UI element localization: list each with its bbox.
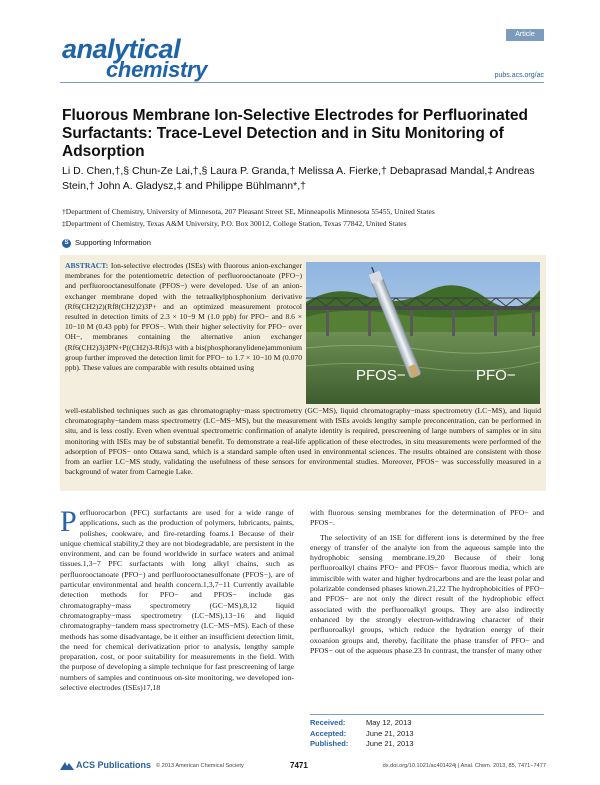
journal-logo-line2: chemistry [106,57,208,82]
date-label: Published: [310,739,349,748]
page-number: 7471 [290,761,308,770]
affiliation-1: †Department of Chemistry, University of Minnesota, 207 Pleasant Street SE, Minneapolis Minnesota 55455, United States [62,207,435,216]
body-paragraph: with fluorous sensing membranes for the determination of PFO− and PFOS−. [310,508,544,528]
abstract-text-bottom: well-established techniques such as gas chromatography−mass spectrometry (GC−MS), liquid chromatography−mass spectrometry (LC−MS), and liquid chromatography−tandem mass spectrometry (LC−MS−MS), but the measurement with ISEs avoids lengthy sample preconcentration, can be performed in situ, and is less costly. Even when eventual spectrometric confirmation of analyte identity is required, prescreening of large numbers of samples or in situ monitoring with ISEs may be of substantial benefit. To demonstrate a real-life application of these electrodes, in situ measurements were performed of the adsorption of PFOS− onto Ottawa sand, which is a standard sample often used in environmental sciences. The results obtained are consistent with those from an earlier LC−MS study, validating the usefulness of these sensors for environmental studies. Moreover, PFOS− was successfully measured in a background of water from Carnegie Lake. [65,406,541,477]
date-label: Received: [310,718,346,727]
acs-logo-icon [60,761,74,771]
publisher-name: ACS Publications [76,760,152,770]
header-divider [60,82,544,83]
toc-graphic [306,262,540,404]
body-paragraph [60,505,294,693]
abstract-label: ABSTRACT: [65,261,109,270]
date-value: June 21, 2013 [366,728,414,738]
date-accepted [310,729,544,740]
author-list: Li D. Chen,†,§ Chun-Ze Lai,†,§ Laura P. Granda,† Melissa A. Fierke,† Debaprasad Mandal,‡ Andreas Stein,† John A. Gladysz,‡ and Philippe Bühlmann*,† [62,165,535,192]
article-title: Fluorous Membrane Ion-Selective Electrodes for Perfluorinated Surfactants: Trace-Level Detection and in Situ Monitoring of Adsorption [62,107,528,160]
toc-label-left: PFOS− [356,367,406,384]
date-published [310,739,544,750]
drop-cap: P [60,505,77,538]
abstract-part1: Ion-selective electrodes (ISEs) with fluorous anion-exchanger membranes for the potentiometric detection of perfluorooctanoate (PFO−) and perfluorooctanesulfonate (PFOS−) were developed. Use of an anion-exchanger membrane doped with the tetraalkylphosphonium derivative (Rf6(CH2)2)(Rf8(CH2)2)3P+ and an optimized measurement protocol resulted in detection limits of 2.3 × 10−9 M (1.0 ppb) for PFO− and 8.6 × 10−10 M (0.43 ppb) for PFOS−. With their higher selectivity for PFO− over OH−, membranes containing the alternative anion exchanger (Rf6(CH2)3)3PN+P((CH2)3-Rf6)3 with a bis(phosphoranylidene)ammonium group further improved the detection limit for PFO− to 1.7 × 10−10 M (0.070 ppb). These values are comparable with results obtained using [65,261,302,373]
journal-url-link[interactable]: pubs.acs.org/ac [494,72,544,79]
date-value: June 21, 2013 [366,739,414,748]
body-paragraph: The selectivity of an ISE for different ions is determined by the free energy of transfer of the analyte ion from the aqueous sample into the hydrophobic sensing membrane.19,20 Because of their long perfluoroalkyl chains PFO− and PFOS− favor fluorous media, which are immiscible with water and higher hydrocarbons and are the least polar and polarizable condensed phases known.21,22 The hydrophobicities of PFO− and PFOS− are not only the direct result of the hydrophobic effect associated with the perfluoroalkyl groups. They are also indirectly enhanced by the strongly electron-withdrawing character of their perfluoroalkyl groups, which reduce the hydration energy of their oxoanion groups and, thereby, facilitate the phase transfer of PFO− and PFOS− out of the aqueous phase.23 In contrast, the transfer of many other [310,532,544,655]
date-value: May 12, 2013 [366,718,412,727]
body-column-left [60,505,294,697]
body-column-right [310,508,544,660]
date-received [310,718,544,729]
copyright: © 2013 American Chemical Society [156,763,244,769]
abstract-text-top [65,261,302,373]
supporting-info-label: Supporting Information [75,238,151,247]
body-left-text: erfluorocarbon (PFC) surfactants are used for a wide range of applications, such as the production of polymers, lubricants, paints, polishes, cookware, and fire-retarding foams.1 Because of their unique chemical stability,2 they are not biodegradable, are persistent in the environment, and can be found worldwide in surface waters and animal tissues.1,3−7 PFC surfactants with long alkyl chains, such as perfluorooctanoate (PFO−) and perfluorooctanesulfonate (PFOS−), are of particular environmental and health concern.1,3,7−11 Currently available detection methods for PFO− and PFOS− include gas chromatography−mass spectrometry (GC−MS),8,12 liquid chromatography−mass spectrometry (LC−MS),13−16 and liquid chromatography−tandem mass spectrometry (LC−MS−MS). Each of these methods has some disadvantage, be it either an insufficient detection limit, the need for chemical derivatization prior to analysis, lengthy sample preparation, cost, or poor suitability for measurements in the field. With the purpose of developing a simple technique for fast prescreening of large numbers of samples and continuous on-site monitoring, we developed ion-selective electrodes (ISEs)17,18 [60,508,294,693]
acs-publications-logo [60,760,151,771]
toc-label-right: PFO− [476,367,516,384]
date-label: Accepted: [310,728,347,738]
journal-logo-line1: analytical [62,34,181,64]
doi-citation-link[interactable]: dx.doi.org/10.1021/ac401424j | Anal. Chem. 2013, 85, 7471−7477 [382,763,546,769]
toc-photo-illustration [306,262,540,404]
article-dates [310,714,544,750]
affiliation-2: ‡Department of Chemistry, Texas A&M University, P.O. Box 30012, College Station, Texas 77842, United States [62,219,407,228]
supporting-info-icon: S [62,239,71,248]
article-type-badge: Article [506,29,544,41]
page-footer [60,760,546,772]
supporting-info-link[interactable] [62,238,151,248]
